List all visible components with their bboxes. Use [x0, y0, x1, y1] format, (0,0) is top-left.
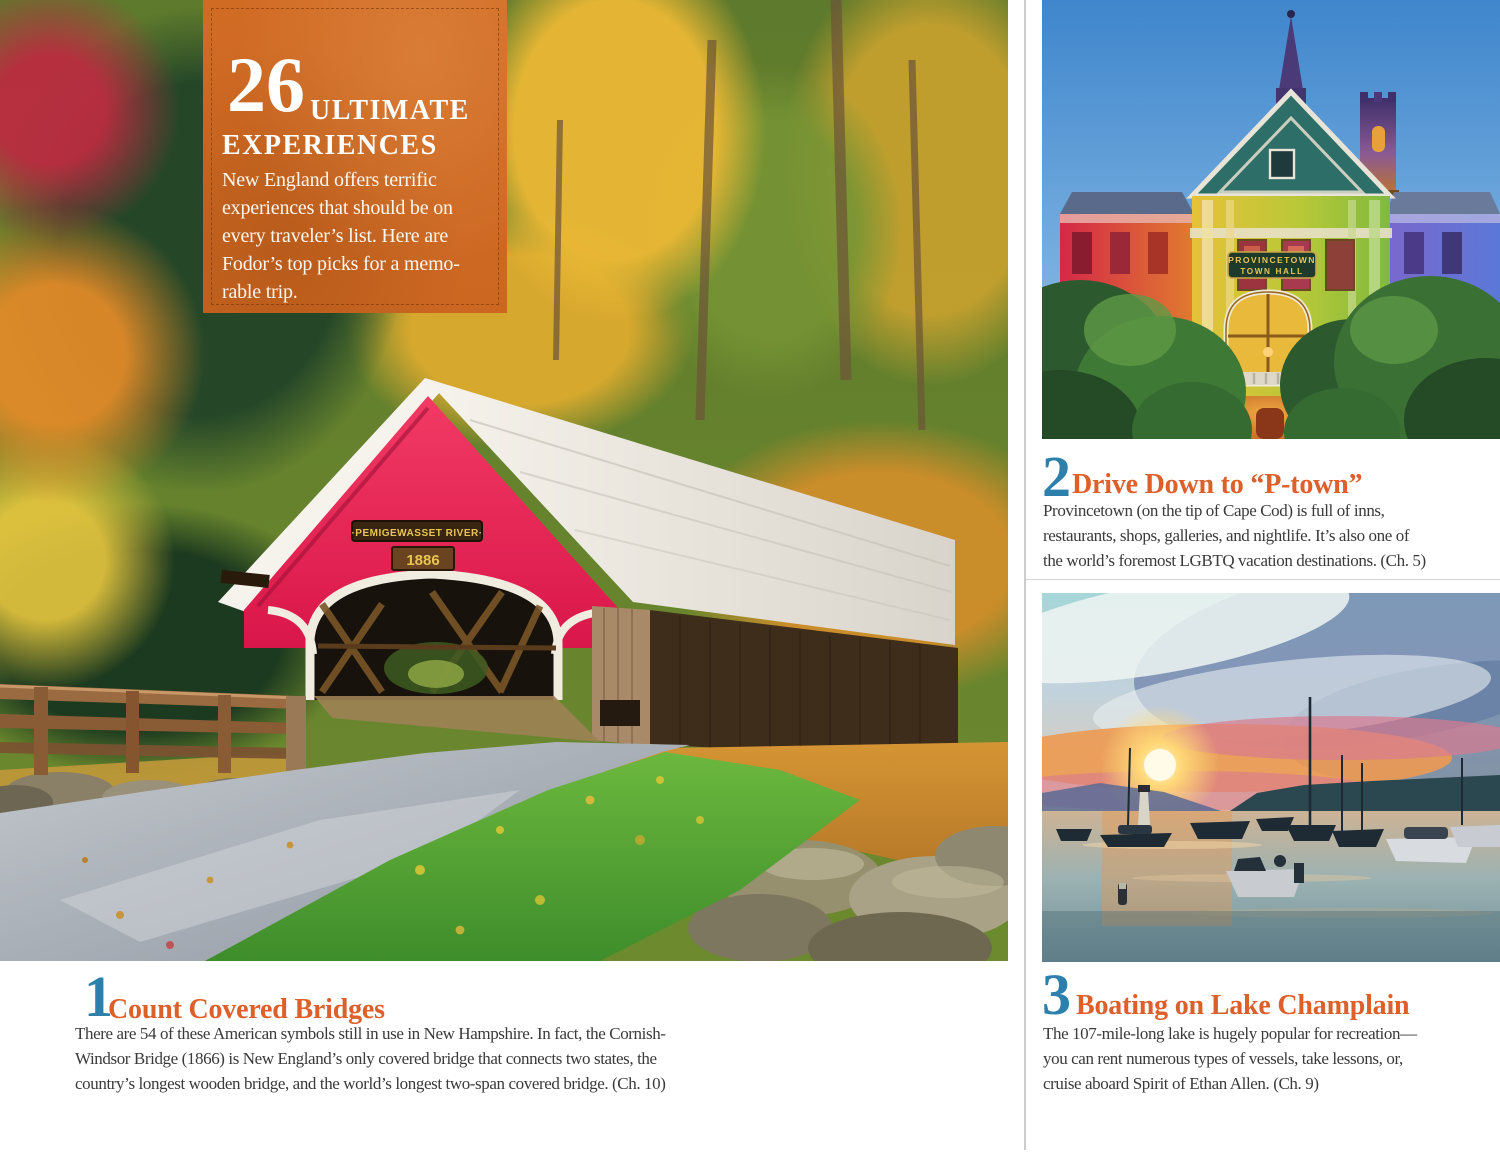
section-2-body: Provincetown (on the tip of Cape Cod) is full of inns, restaurants, shops, galleries, and nightlife. It’s also one of the world’s foremost LGBTQ vacation destinations. (Ch. 5) — [1043, 501, 1426, 570]
intro-number: 26 — [227, 41, 305, 128]
section-2-number: 2 — [1042, 444, 1071, 509]
vertical-divider — [1024, 0, 1026, 1150]
svg-text:PROVINCETOWN: PROVINCETOWN — [1228, 255, 1316, 265]
lake-champlain-photo — [1042, 593, 1500, 962]
intro-title-line1: ULTIMATE — [310, 95, 470, 126]
section-3-number: 3 — [1042, 962, 1071, 1027]
lighthouse — [1138, 785, 1150, 825]
svg-text:·PEMIGEWASSET RIVER·: ·PEMIGEWASSET RIVER· — [351, 528, 483, 539]
bridge-name-sign — [351, 521, 482, 541]
intro-title-line2: EXPERIENCES — [222, 130, 438, 161]
town-hall-photo — [1042, 0, 1500, 439]
town-hall-spire — [1278, 16, 1304, 96]
svg-text:TOWN HALL: TOWN HALL — [1240, 267, 1304, 276]
covered-bridge — [218, 378, 958, 762]
svg-text:1886: 1886 — [406, 552, 440, 569]
intro-box — [203, 0, 507, 313]
town-hall-sign — [1228, 252, 1316, 278]
section-1-number: 1 — [84, 964, 113, 1029]
intro-paragraph: New England offers terrific experiences that should be on every traveler’s list. Here are Fodor’s top picks for a memo- rable trip. — [222, 169, 460, 303]
section-3-title: Boating on Lake Champlain — [1076, 990, 1410, 1021]
tree-trunks — [556, 0, 922, 430]
section-1-body: There are 54 of these American symbols still in use in New Hampshire. In fact, the Cornish- Windsor Bridge (1866) is New England’s only covered bridge that connects two states, the country’s longest wooden bridge, and the world’s longest two-span covered bridge. (Ch. 10) — [75, 1024, 666, 1093]
bridge-year-sign — [392, 547, 454, 570]
section-2-title: Drive Down to “P-town” — [1072, 469, 1363, 500]
horizontal-divider — [1026, 579, 1500, 580]
section-1-title: Count Covered Bridges — [108, 994, 385, 1025]
buoy — [1118, 883, 1127, 905]
section-3-body: The 107-mile-long lake is hugely popular for recreation— you can rent numerous types of vessels, take lessons, or, cruise aboard Spirit of Ethan Allen. (Ch. 9) — [1043, 1024, 1417, 1093]
